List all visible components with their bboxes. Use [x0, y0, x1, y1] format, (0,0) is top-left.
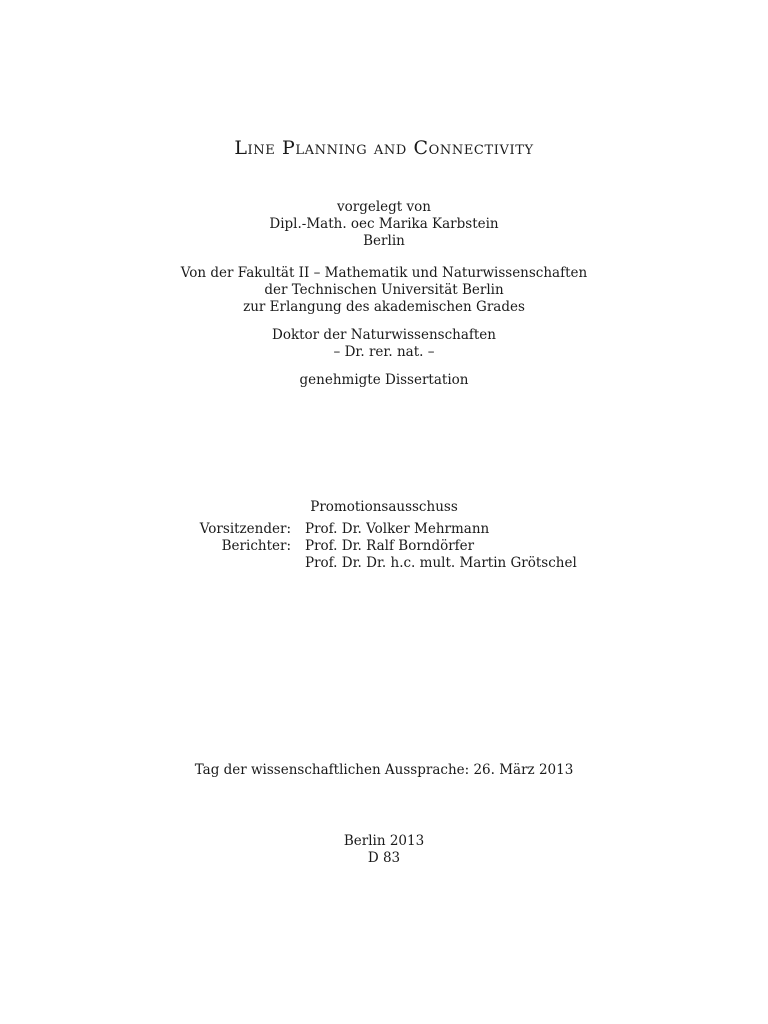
submitted-by-label: vorgelegt von [337, 199, 431, 215]
thesis-title: Line Planning and Connectivity [234, 137, 534, 159]
committee-row [0, 521, 768, 538]
committee-row [0, 555, 768, 572]
committee-member: Prof. Dr. Volker Mehrmann [305, 521, 490, 537]
place-year: Berlin 2013 [343, 833, 425, 849]
committee-role: Vorsitzender: [199, 521, 291, 537]
faculty-line-1: Von der Fakultät II – Mathematik und Naturwissenschaften [180, 265, 588, 281]
faculty-line-3: zur Erlangung des akademischen Grades [243, 299, 525, 315]
committee-row [0, 538, 768, 555]
committee-member: Prof. Dr. Ralf Borndörfer [305, 538, 475, 554]
faculty-line-2: der Technischen Universität Berlin [264, 282, 504, 298]
committee-heading: Promotionsausschuss [310, 499, 458, 515]
degree-abbreviation: – Dr. rer. nat. – [333, 344, 435, 360]
committee-role: Berichter: [221, 538, 291, 554]
dissertation-type: genehmigte Dissertation [299, 372, 469, 388]
author-place: Berlin [363, 233, 405, 249]
degree-name: Doktor der Naturwissenschaften [272, 327, 496, 343]
committee-member: Prof. Dr. Dr. h.c. mult. Martin Grötschel [305, 555, 577, 571]
defense-date: Tag der wissenschaftlichen Aussprache: 26. März 2013 [194, 762, 574, 778]
author-name: Dipl.-Math. oec Marika Karbstein [269, 216, 499, 232]
library-code: D 83 [367, 850, 401, 866]
